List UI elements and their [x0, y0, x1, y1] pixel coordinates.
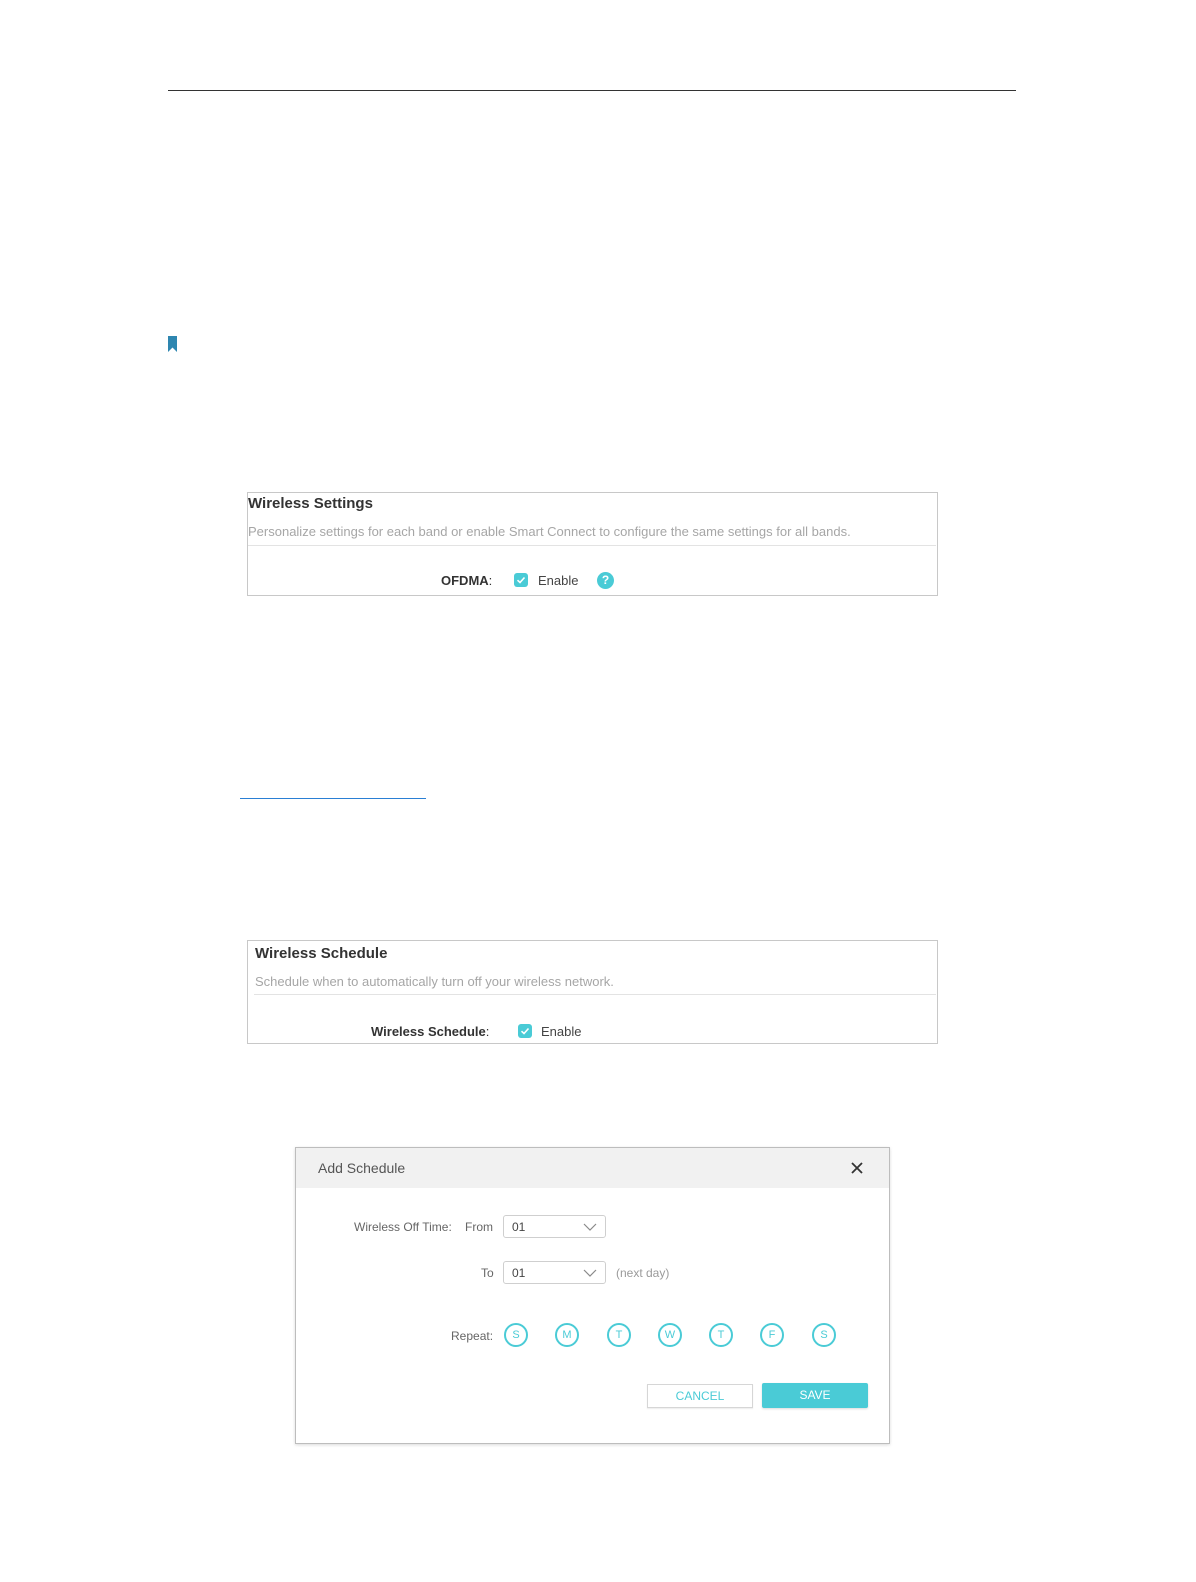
day-toggle-wednesday[interactable]: W: [658, 1323, 682, 1347]
day-toggle-sunday[interactable]: S: [504, 1323, 528, 1347]
wireless-off-time-label: Wireless Off Time:: [354, 1220, 452, 1234]
wireless-settings-panel: [247, 492, 938, 596]
bookmark-icon: [168, 336, 177, 352]
ofdma-enable-label: Enable: [538, 573, 579, 588]
to-time-select[interactable]: [503, 1261, 606, 1284]
chevron-down-icon: [583, 1269, 597, 1277]
wireless-schedule-label: Wireless Schedule:: [371, 1024, 490, 1039]
chevron-down-icon: [583, 1223, 597, 1231]
repeat-label: Repeat:: [451, 1329, 494, 1343]
day-toggle-friday[interactable]: F: [760, 1323, 784, 1347]
to-label: To: [481, 1266, 494, 1280]
wireless-schedule-enable-label: Enable: [541, 1024, 582, 1039]
ofdma-label: OFDMA:: [441, 573, 493, 588]
day-toggle-tuesday[interactable]: T: [607, 1323, 631, 1347]
from-time-value: 01: [512, 1220, 526, 1234]
wireless-schedule-panel: [247, 940, 938, 1044]
close-icon[interactable]: [850, 1161, 864, 1175]
help-icon[interactable]: ?: [597, 572, 614, 589]
day-toggle-saturday[interactable]: S: [812, 1323, 836, 1347]
wireless-schedule-title: Wireless Schedule: [255, 945, 388, 962]
panel-divider: [248, 545, 936, 546]
dialog-header: [296, 1148, 889, 1188]
panel-divider: [254, 994, 936, 995]
next-day-note: (next day): [616, 1266, 670, 1280]
from-time-select[interactable]: [503, 1215, 606, 1238]
from-label: From: [465, 1220, 493, 1234]
save-button[interactable]: SAVE: [762, 1383, 868, 1408]
link-underline[interactable]: [240, 798, 426, 799]
wireless-settings-title: Wireless Settings: [248, 495, 373, 512]
day-toggle-monday[interactable]: M: [555, 1323, 579, 1347]
add-schedule-dialog: [295, 1147, 890, 1444]
wireless-schedule-checkbox[interactable]: [518, 1024, 532, 1038]
ofdma-checkbox[interactable]: [514, 573, 528, 587]
cancel-button[interactable]: CANCEL: [647, 1384, 753, 1408]
header-rule: [168, 90, 1016, 91]
to-time-value: 01: [512, 1266, 526, 1280]
day-toggle-thursday[interactable]: T: [709, 1323, 733, 1347]
wireless-settings-description: Personalize settings for each band or enable Smart Connect to configure the same settings for all bands.: [248, 524, 851, 539]
dialog-title: Add Schedule: [318, 1160, 406, 1176]
wireless-schedule-description: Schedule when to automatically turn off your wireless network.: [255, 974, 614, 989]
